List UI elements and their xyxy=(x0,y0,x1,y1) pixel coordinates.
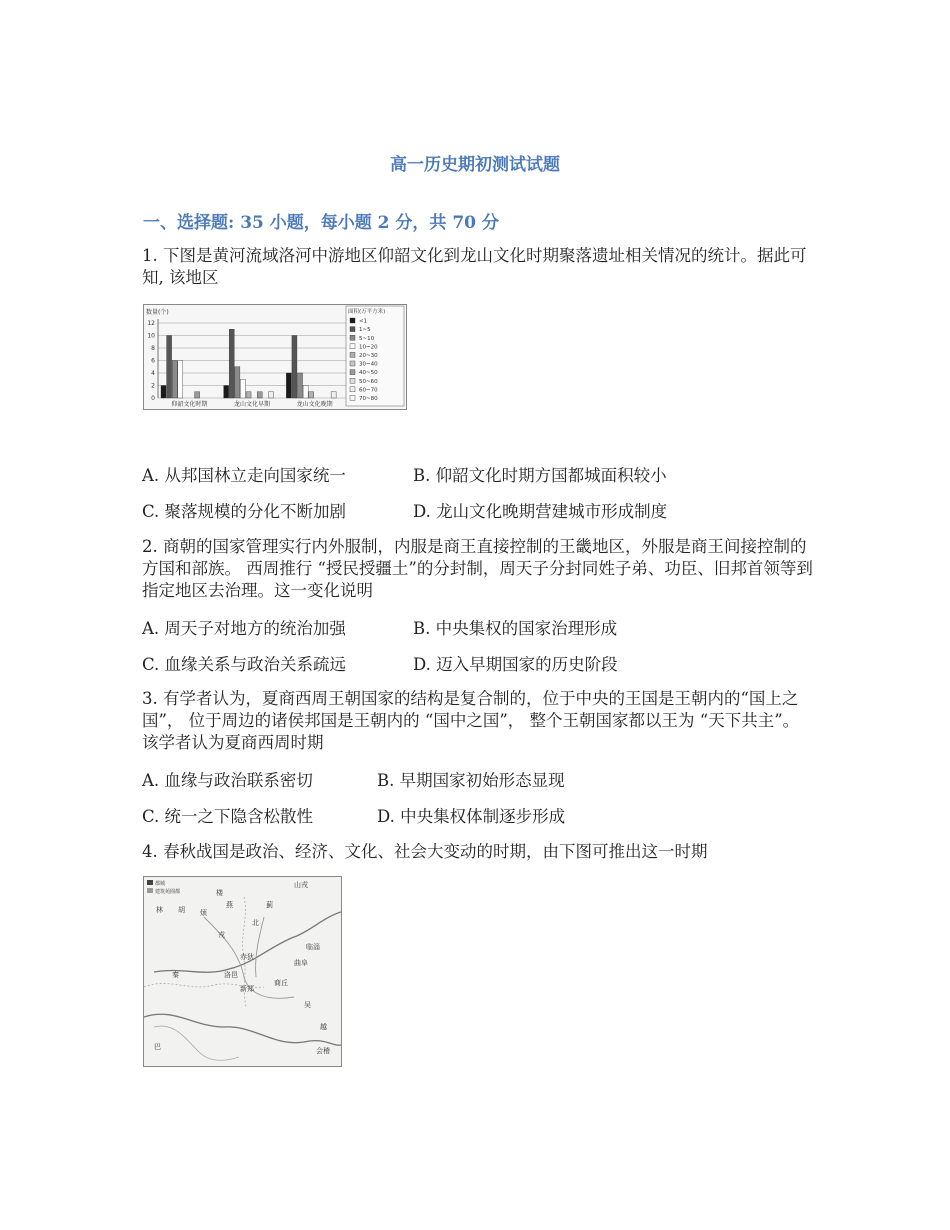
map-river-1 xyxy=(144,1014,341,1045)
q3-option-b[interactable]: B. 早期国家初始形态显现 xyxy=(377,771,565,790)
q2-option-a[interactable]: A. 周天子对地方的统治加强 xyxy=(142,619,346,638)
chart-legend-label: 70~80 xyxy=(359,396,378,402)
map-place-label: 胡 xyxy=(178,906,185,914)
chart-legend-swatch xyxy=(350,352,355,357)
chart-legend-swatch xyxy=(350,370,355,375)
map-place-label: 烦 xyxy=(200,909,207,917)
chart-ytick-label: 6 xyxy=(151,357,155,365)
chart-ytick-label: 0 xyxy=(151,395,155,402)
chart-legend-label: 10~20 xyxy=(359,344,378,351)
map-svg xyxy=(144,877,341,1066)
q2-option-d[interactable]: D. 迈入早期国家的历史阶段 xyxy=(413,655,618,674)
map-place-label: 秦 xyxy=(172,971,179,979)
map-place-label: 会稽 xyxy=(316,1047,330,1055)
map-legend-garden: 建筑苑囿都 xyxy=(155,889,181,895)
question-1-stem: 1. 下图是黄河流域洛河中游地区仰韶文化到龙山文化时期聚落遗址相关情况的统计。据此可知, 该地区 xyxy=(142,246,807,287)
chart-ytick-label: 2 xyxy=(151,382,155,390)
chart-ytick-label: 4 xyxy=(151,370,155,377)
chart-legend-label: 50~60 xyxy=(359,378,378,385)
chart-legend-label: 5~10 xyxy=(359,335,375,342)
q3-option-a[interactable]: A. 血缘与政治联系密切 xyxy=(142,771,313,790)
q2-option-c[interactable]: C. 血缘关系与政治关系疏远 xyxy=(142,655,347,674)
map-border-3 xyxy=(154,1026,239,1060)
chart-legend-swatch xyxy=(350,327,355,332)
chart-legend-swatch xyxy=(350,335,355,340)
page-title: 高一历史期初测试试题 xyxy=(390,155,560,175)
map-place-label: 林 xyxy=(156,906,163,914)
chart-ytick-label: 10 xyxy=(147,332,155,340)
chart-bar xyxy=(246,392,251,398)
chart-bar xyxy=(240,379,245,398)
map-place-label: 洛邑 xyxy=(224,971,238,979)
map-place-label: 越 xyxy=(320,1023,327,1031)
chart-svg xyxy=(144,305,406,409)
chart-legend-swatch xyxy=(350,318,355,323)
q1-option-a[interactable]: A. 从邦国林立走向国家统一 xyxy=(142,466,346,485)
map-place-label: 戎 xyxy=(218,931,225,939)
map-place-label: 山戎 xyxy=(294,881,308,889)
chart-legend-label: 40~50 xyxy=(359,370,378,377)
map-place-label: 曲阜 xyxy=(294,959,308,967)
q3-option-c[interactable]: C. 统一之下隐含松散性 xyxy=(142,807,314,826)
map-place-label: 赤狄 xyxy=(240,953,254,961)
chart-category-label: 龙山文化晚期 xyxy=(296,401,333,408)
chart-ylabel: 数量(个) xyxy=(146,309,169,316)
chart-legend-title: 面积(万平方米) xyxy=(348,309,386,315)
chart-category-label: 龙山文化早期 xyxy=(233,401,271,408)
q1-option-b[interactable]: B. 仰韶文化时期方国都城面积较小 xyxy=(413,466,667,485)
map-place-label: 吴 xyxy=(304,1001,311,1009)
chart-bar xyxy=(257,392,262,398)
chart-legend-swatch xyxy=(350,378,355,383)
chart-category-label: 仰韶文化时期 xyxy=(171,401,208,408)
chart-bar xyxy=(235,367,240,398)
chart-bar xyxy=(298,373,303,398)
chart-bar xyxy=(303,386,308,399)
chart-bar xyxy=(224,386,229,399)
chart-legend-swatch xyxy=(350,361,355,366)
question-2-stem: 2. 商朝的国家管理实行内外服制，内服是商王直接控制的王畿地区，外服是商王间接控制的方国和部族。 西周推行 “授民授疆土”的分封制，周天子分封同姓子弟、功臣、旧邦首领等到指定地区去治理。这一变化说明 xyxy=(142,537,813,600)
q1-option-d[interactable]: D. 龙山文化晚期营建城市形成制度 xyxy=(413,502,668,521)
chart-legend-swatch xyxy=(350,387,355,392)
chart-bar xyxy=(172,361,177,399)
chart-bar xyxy=(195,392,200,398)
map-place-label: 新郑 xyxy=(240,985,254,993)
chart-bar xyxy=(331,392,336,398)
chart-legend-label: 30~40 xyxy=(359,361,378,368)
question-3-stem: 3. 有学者认为，夏商西周王朝国家的结构是复合制的，位于中央的王国是王朝内的“国上之国”， 位于周边的诸侯邦国是王朝内的 “国中之国”， 整个王朝国家都以王为 “天下共主”。该学者认为夏商西周时期 xyxy=(142,689,800,752)
map-place-label: 商丘 xyxy=(274,979,288,987)
map-place-label: 临淄 xyxy=(306,943,320,951)
chart-legend-label: 1~5 xyxy=(359,327,371,334)
settlement-bar-chart xyxy=(143,304,407,410)
chart-bar xyxy=(161,386,166,399)
map-place-label: 楼 xyxy=(216,889,223,897)
chart-ytick-label: 8 xyxy=(151,345,155,352)
chart-legend-label: 20~30 xyxy=(359,353,378,359)
map-place-label: 北 xyxy=(252,919,259,927)
map-place-label: 蓟 xyxy=(266,901,273,909)
map-legend-garden-marker xyxy=(147,888,153,893)
chart-legend-label: <1 xyxy=(359,318,368,325)
map-place-label: 巴 xyxy=(154,1043,161,1051)
chart-bar xyxy=(167,336,172,399)
q1-option-c[interactable]: C. 聚落规模的分化不断加剧 xyxy=(142,502,347,521)
chart-bar xyxy=(286,373,291,398)
q3-option-d[interactable]: D. 中央集权体制逐步形成 xyxy=(377,807,566,826)
chart-legend-swatch xyxy=(350,344,355,349)
map-legend-capital-marker xyxy=(147,880,153,885)
map-place-label: 燕 xyxy=(226,901,233,909)
map-legend-capital: 都城 xyxy=(155,881,166,887)
q2-option-b[interactable]: B. 中央集权的国家治理形成 xyxy=(413,619,618,638)
section-heading: 一、选择题: 35 小题，每小题 2 分，共 70 分 xyxy=(143,213,499,233)
chart-bar xyxy=(229,329,234,398)
chart-bar xyxy=(178,361,183,399)
chart-bar xyxy=(292,336,297,399)
chart-legend-swatch xyxy=(350,395,355,400)
chart-bar xyxy=(309,392,314,398)
question-4-stem: 4. 春秋战国是政治、经济、文化、社会大变动的时期，由下图可推出这一时期 xyxy=(142,842,708,861)
spring-autumn-map xyxy=(143,876,342,1067)
chart-legend-label: 60~70 xyxy=(359,387,378,394)
chart-bar xyxy=(268,392,273,398)
chart-ytick-label: 12 xyxy=(147,320,155,327)
